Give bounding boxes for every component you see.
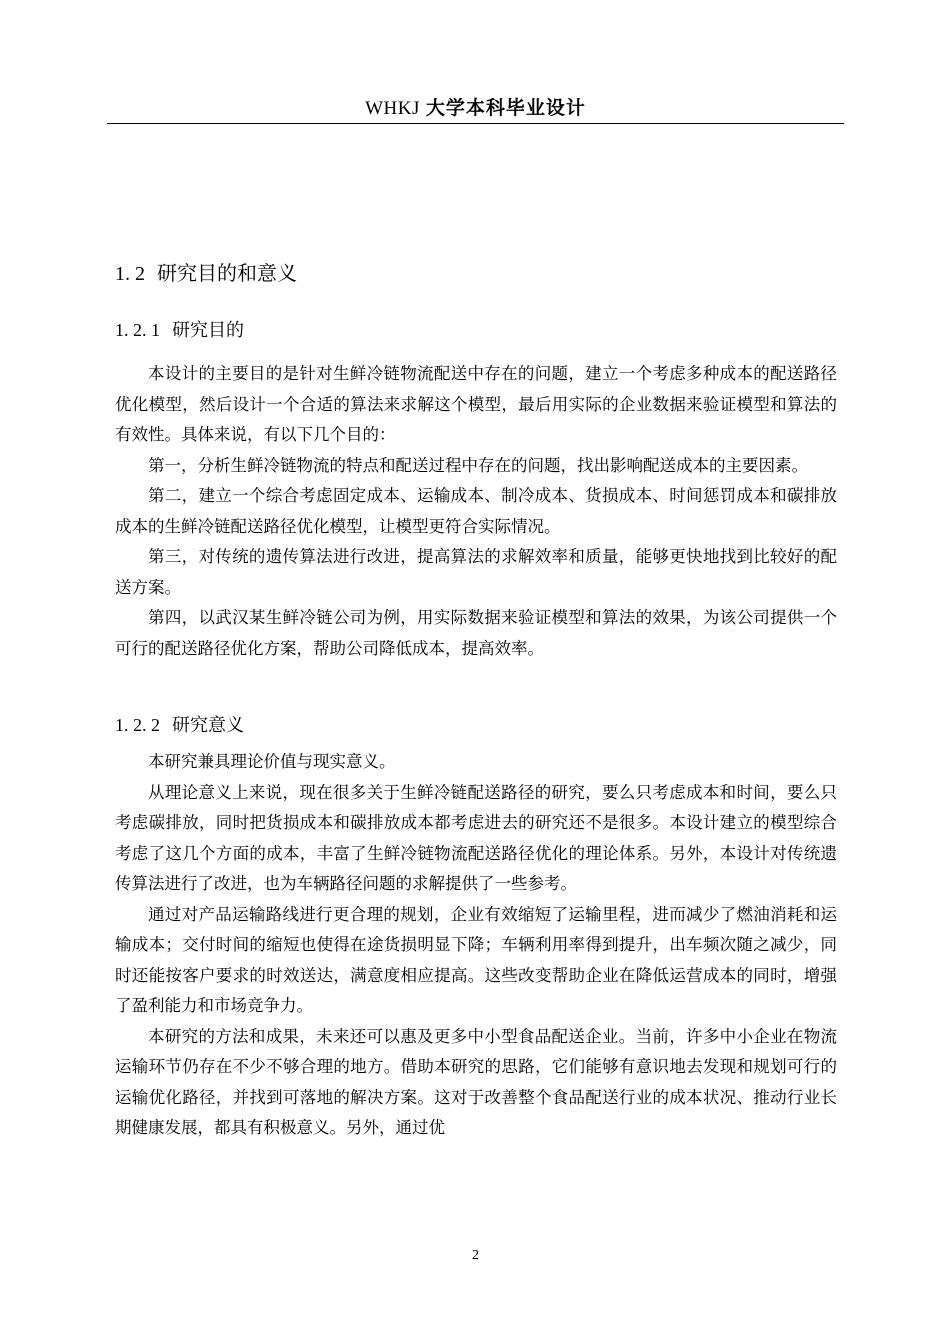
paragraph: 本设计的主要目的是针对生鲜冷链物流配送中存在的问题，建立一个考虑多种成本的配送路径优化模型，然后设计一个合适的算法来求解这个模型，最后用实际的企业数据来验证模型和算法的有效性。具体来说，有以下几个目的： bbox=[115, 364, 837, 444]
subsection-heading-purpose bbox=[115, 317, 244, 344]
paragraph: 本研究兼具理论价值与现实意义。 bbox=[148, 752, 396, 771]
header-latin-prefix: WHKJ bbox=[365, 98, 420, 119]
subsection-number: 1. 2. 2 bbox=[115, 715, 160, 735]
page-header bbox=[107, 94, 844, 122]
paragraph: 第四，以武汉某生鲜冷链公司为例，用实际数据来验证模型和算法的效果，为该公司提供一个可行的配送路径优化方案，帮助公司降低成本，提高效率。 bbox=[115, 608, 837, 658]
purpose-body bbox=[115, 359, 837, 664]
subsection-number: 1. 2. 1 bbox=[115, 320, 160, 340]
subsection-title: 研究目的 bbox=[172, 320, 244, 341]
subsection-title: 研究意义 bbox=[172, 715, 244, 736]
section-heading bbox=[115, 259, 297, 288]
header-rule bbox=[107, 123, 844, 124]
paragraph: 第一，分析生鲜冷链物流的特点和配送过程中存在的问题，找出影响配送成本的主要因素。 bbox=[148, 455, 808, 475]
section-title: 研究目的和意义 bbox=[157, 261, 297, 285]
significance-body bbox=[115, 747, 837, 1144]
paragraph: 通过对产品运输路线进行更合理的规划，企业有效缩短了运输里程，进而减少了燃油消耗和运输成本；交付时间的缩短也使得在途货损明显下降；车辆利用率得到提升，出车频次随之减少，同时还能按客户要求的时效送达，满意度相应提高。这些改变帮助企业在降低运营成本的同时，增强了盈利能力和市场竞争力。 bbox=[115, 904, 837, 1015]
paragraph: 第二，建立一个综合考虑固定成本、运输成本、制冷成本、货损成本、时间惩罚成本和碳排放成本的生鲜冷链配送路径优化模型，让模型更符合实际情况。 bbox=[115, 486, 837, 536]
section-number: 1. 2 bbox=[115, 263, 145, 285]
page-number: 2 bbox=[472, 1248, 479, 1263]
header-title: 大学本科毕业设计 bbox=[425, 97, 586, 119]
paragraph: 本研究的方法和成果，未来还可以惠及更多中小型食品配送企业。当前，许多中小企业在物流运输环节仍存在不少不够合理的地方。借助本研究的思路，它们能够有意识地去发现和规划可行的运输优化路径，并找到可落地的解决方案。这对于改善整个食品配送行业的成本状况、推动行业长期健康发展，都具有积极意义。另外，通过优 bbox=[115, 1026, 837, 1137]
paragraph: 从理论意义上来说，现在很多关于生鲜冷链配送路径的研究，要么只考虑成本和时间，要么只考虑碳排放，同时把货损成本和碳排放成本都考虑进去的研究还不是很多。本设计建立的模型综合考虑了这几个方面的成本，丰富了生鲜冷链物流配送路径优化的理论体系。另外，本设计对传统遗传算法进行了改进，也为车辆路径问题的求解提供了一些参考。 bbox=[115, 782, 837, 893]
subsection-heading-significance bbox=[115, 712, 244, 739]
paragraph: 第三，对传统的遗传算法进行改进，提高算法的求解效率和质量，能够更快地找到比较好的配送方案。 bbox=[115, 547, 837, 597]
